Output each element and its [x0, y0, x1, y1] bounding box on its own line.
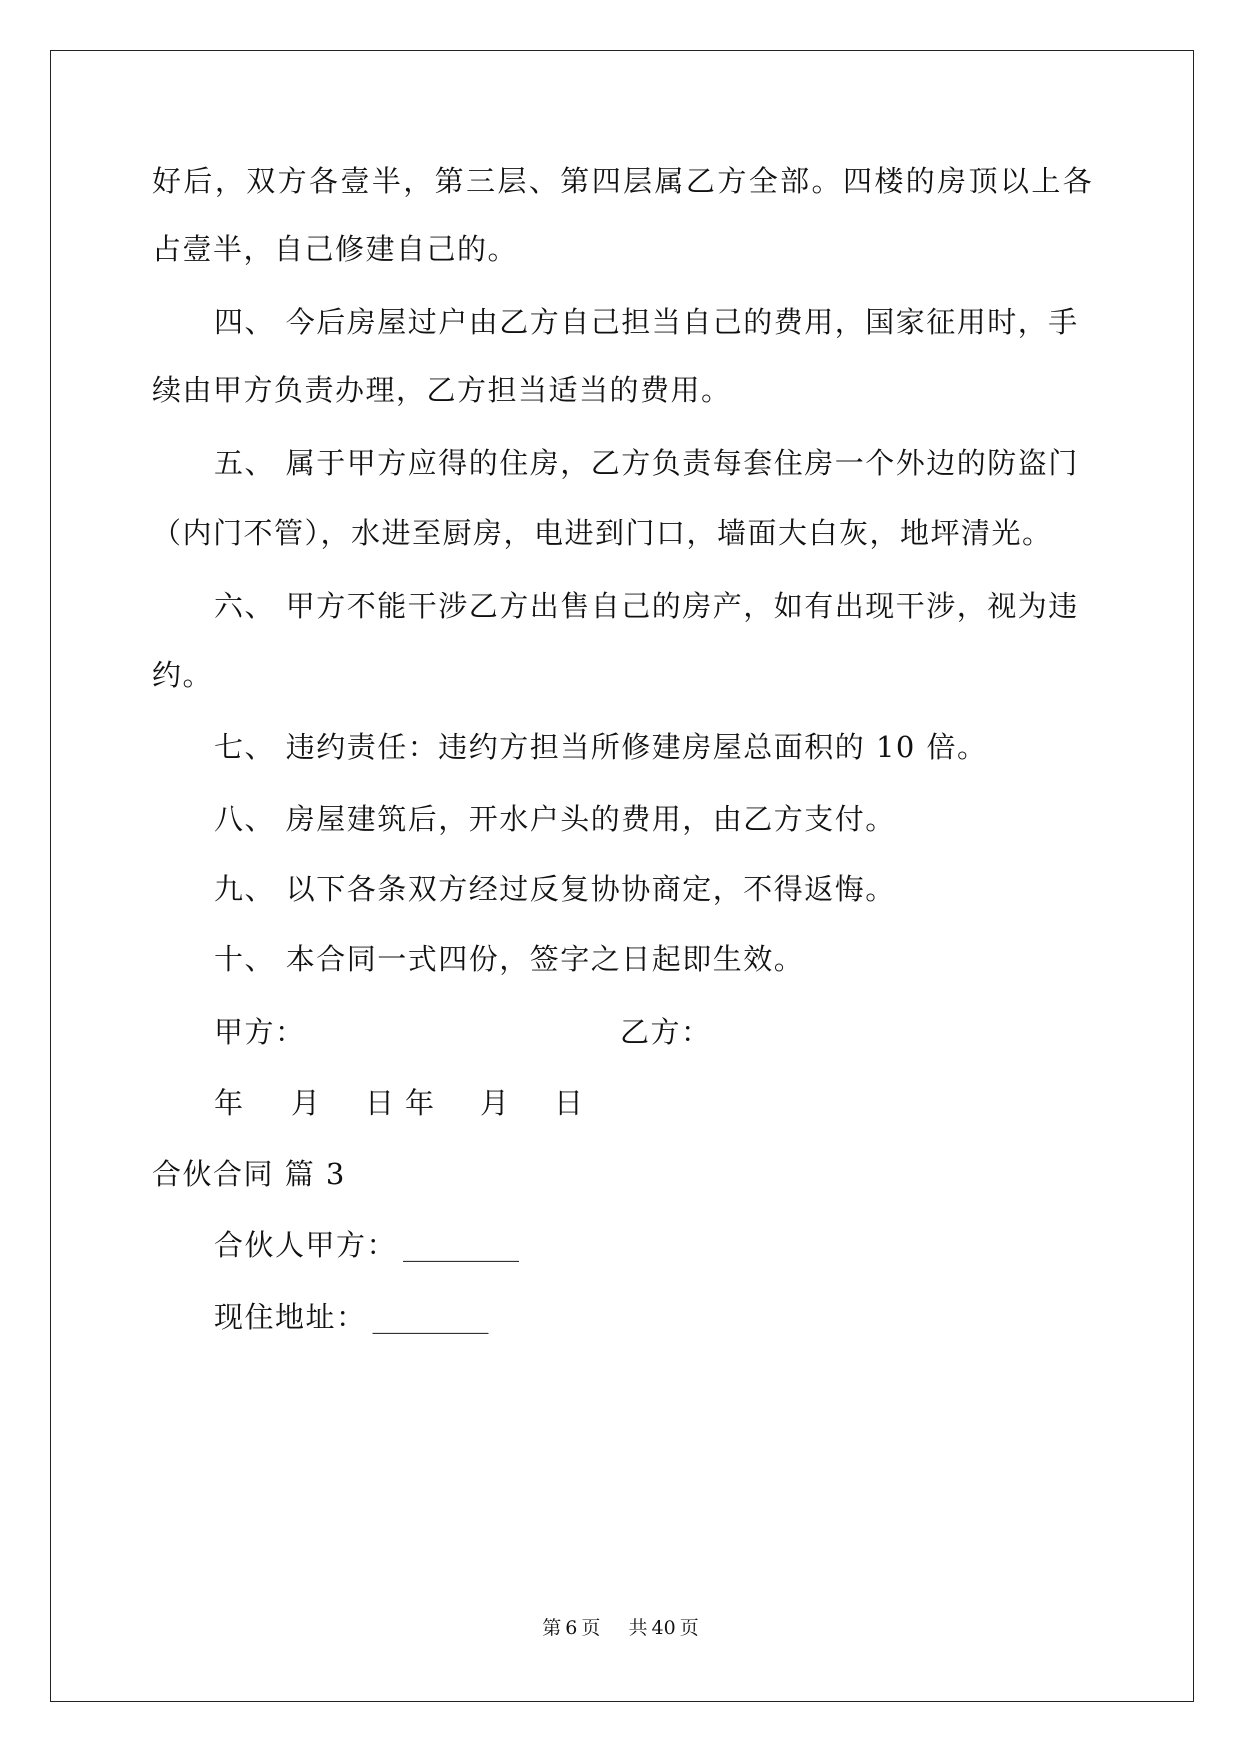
paragraph-line: 续由甲方负责办理，乙方担当适当的费用。 [152, 373, 732, 407]
page-prefix: 第 [542, 1617, 562, 1639]
partner-a-field [214, 1227, 519, 1263]
date-day: 日 [365, 1086, 396, 1120]
clause-ten: 十、 本合同一式四份，签字之日起即生效。 [214, 942, 805, 976]
party-a-label: 甲方： [214, 1015, 306, 1049]
clause-eight: 八、 房屋建筑后，开水户头的费用，由乙方支付。 [214, 802, 896, 836]
date-year: 年 [214, 1086, 245, 1120]
address-blank: ________ [372, 1300, 489, 1334]
clause-nine: 九、 以下各条双方经过反复协协商定，不得返悔。 [214, 872, 896, 906]
clause-four: 四、 今后房屋过户由乙方自己担当自己的费用，国家征用时，手 [214, 305, 1079, 339]
paragraph-line: 约。 [152, 658, 214, 692]
page-number: 6 [565, 1617, 578, 1639]
paragraph-line: （内门不管），水进至厨房，电进到门口，墙面大白灰，地坪清光。 [152, 516, 1053, 550]
address-field [214, 1299, 489, 1335]
clause-seven: 七、 违约责任：违约方担当所修建房屋总面积的 10 倍。 [214, 730, 988, 764]
page-suffix: 页 [581, 1617, 601, 1639]
clause-five: 五、 属于甲方应得的住房，乙方负责每套住房一个外边的防盗门 [214, 446, 1079, 480]
date-month: 月 [291, 1086, 322, 1120]
paragraph-line: 占壹半，自己修建自己的。 [152, 232, 519, 266]
partner-a-blank: ________ [403, 1228, 520, 1262]
date-day: 日 [554, 1086, 585, 1120]
total-prefix: 共 [628, 1617, 648, 1639]
address-label: 现住地址： [214, 1300, 367, 1334]
paragraph-line: 好 后 ， 双 方 各 壹 半 ， 第 三 层 、 第 四 层 属 乙 方 全 部 。 四 楼 的 房 顶 以 上 各 [152, 164, 1092, 198]
clause-six: 六、 甲方不能干涉乙方出售自己的房产，如有出现干涉，视为违 [214, 589, 1079, 623]
date-month: 月 [480, 1086, 511, 1120]
date-line [214, 1085, 585, 1121]
partner-a-label: 合伙人甲方： [214, 1228, 398, 1262]
party-b-label: 乙方： [620, 1015, 712, 1049]
signature-line [214, 1014, 914, 1050]
total-pages: 40 [651, 1617, 676, 1639]
section-title: 合伙合同 篇 3 [152, 1157, 346, 1191]
total-suffix: 页 [679, 1617, 699, 1639]
date-year: 年 [405, 1086, 436, 1120]
page-footer [0, 1613, 1241, 1640]
